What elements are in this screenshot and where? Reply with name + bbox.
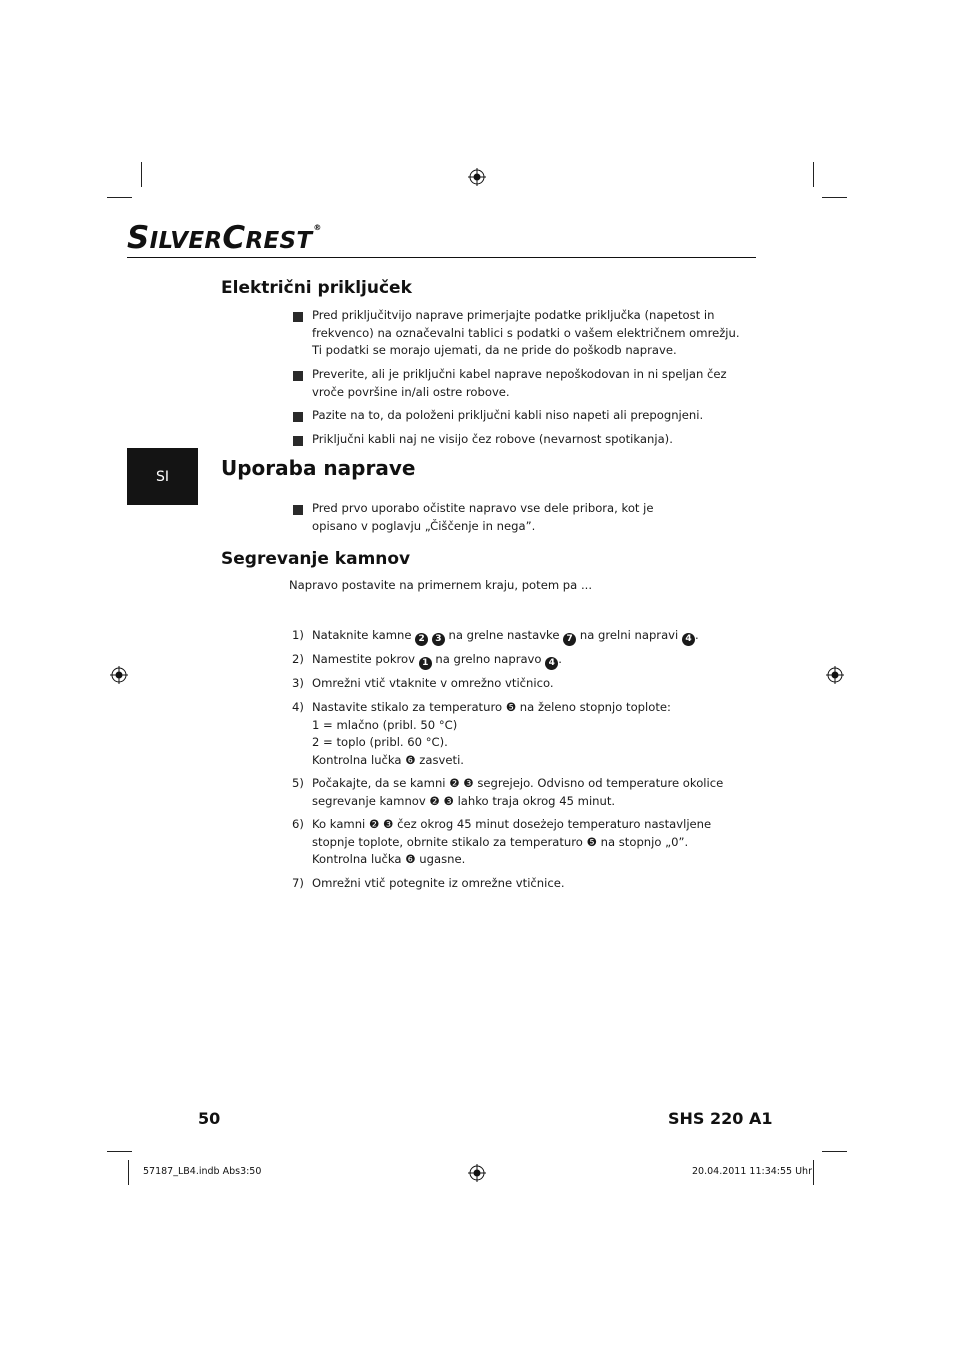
- bullet-text: Preverite, ali je priključni kabel naprave nepoškodovan in ni speljan čez vroče površine in/ali ostre robove.: [312, 367, 727, 399]
- step-line: Počakajte, da se kamni ❷ ❸ segrejejo. Odvisno od temperature okolice: [312, 776, 724, 790]
- bullet-icon: [293, 436, 303, 446]
- step-text: [312, 775, 732, 810]
- step-line: Kontrolna lučka ❻ zasveti.: [312, 752, 464, 767]
- step-text: [312, 699, 732, 769]
- bullet-icon: [293, 371, 303, 381]
- crop-mark: [813, 1160, 814, 1185]
- header-rule: [127, 257, 756, 258]
- registration-mark-icon: [110, 666, 128, 684]
- step-number: 5): [292, 776, 304, 790]
- step-text: Nataknite kamne 2 3 na grelne nastavke 7 na grelni napravi 4 .: [312, 628, 699, 644]
- step-number: 2): [292, 652, 304, 666]
- registration-mark-icon: [468, 1164, 486, 1182]
- language-tab: SI: [127, 448, 198, 505]
- callout-3-icon: 3: [432, 633, 445, 646]
- section-heading-heating: Segrevanje kamnov: [221, 549, 411, 569]
- section-heading-usage: Uporaba naprave: [221, 456, 416, 480]
- callout-4-icon: 4: [545, 657, 558, 670]
- crop-mark: [813, 162, 814, 187]
- print-slug-file: 57187_LB4.indb Abs3:50: [143, 1166, 262, 1177]
- bullet-icon: [293, 312, 303, 322]
- step-line: 1 = mlačno (pribl. 50 °C): [312, 717, 458, 732]
- crop-mark: [107, 197, 132, 198]
- section-heading-electric: Električni priključek: [221, 278, 412, 298]
- step-line: Nastavite stikalo za temperaturo ❺ na želeno stopnjo toplote:: [312, 700, 671, 714]
- step-line: Ko kamni ❷ ❸ čez okrog 45 minut doseżejo temperaturo nastavljene: [312, 817, 712, 831]
- crop-mark: [822, 1151, 847, 1152]
- intro-paragraph: Napravo postavite na primernem kraju, potem pa ...: [289, 578, 593, 592]
- callout-2-icon: 2: [415, 633, 428, 646]
- step-line: stopnje toplote, obrnite stikalo za temperaturo ❺ na stopnjo „0”.: [312, 834, 689, 849]
- crop-mark: [822, 197, 847, 198]
- step-text: Namestite pokrov 1 na grelno napravo 4 .: [312, 652, 562, 668]
- step-text: Omrežni vtič vtaknite v omrežno vtičnico.: [312, 676, 554, 690]
- crop-mark: [128, 1160, 129, 1185]
- print-slug-date: 20.04.2011 11:34:55 Uhr: [692, 1166, 812, 1177]
- step-number: 7): [292, 876, 304, 890]
- step-number: 4): [292, 700, 304, 714]
- crop-mark: [107, 1151, 132, 1152]
- page-number: 50: [198, 1109, 221, 1128]
- step-number: 6): [292, 817, 304, 831]
- bullet-icon: [293, 505, 303, 515]
- registration-mark-icon: [468, 168, 486, 186]
- callout-4-icon: 4: [682, 633, 695, 646]
- step-number: 3): [292, 676, 304, 690]
- bullet-text: Pred prvo uporabo očistite napravo vse dele pribora, kot je opisano v poglavju „Čiščenje in nega”.: [312, 501, 654, 533]
- brand-logo: SILVERCREST®: [127, 220, 322, 256]
- step-text: Omrežni vtič potegnite iz omrežne vtičnice.: [312, 876, 565, 890]
- bullet-text: Pazite na to, da položeni priključni kabli niso napeti ali prepognjeni.: [312, 408, 704, 422]
- bullet-text: Priključni kabli naj ne visijo čez robove (nevarnost spotikanja).: [312, 432, 673, 446]
- model-name: SHS 220 A1: [668, 1109, 773, 1128]
- bullet-icon: [293, 412, 303, 422]
- step-line: Kontrolna lučka ❻ ugasne.: [312, 852, 466, 866]
- callout-7-icon: 7: [563, 633, 576, 646]
- callout-1-icon: 1: [419, 657, 432, 670]
- registration-mark-icon: [826, 666, 844, 684]
- step-line: segrevanje kamnov ❷ ❸ lahko traja okrog 45 minut.: [312, 793, 616, 808]
- crop-mark: [141, 162, 142, 187]
- bullet-text: Pred priključitvijo naprave primerjajte podatke priključka (napetost in frekvenco) na označevalni tablici s podatki o vašem električnem omrežju. Ti podatki se morajo ujemati, da ne pride do poškodb naprave.: [312, 308, 740, 357]
- step-text: [312, 816, 732, 869]
- step-line: 2 = toplo (pribl. 60 °C).: [312, 735, 448, 749]
- step-number: 1): [292, 628, 304, 642]
